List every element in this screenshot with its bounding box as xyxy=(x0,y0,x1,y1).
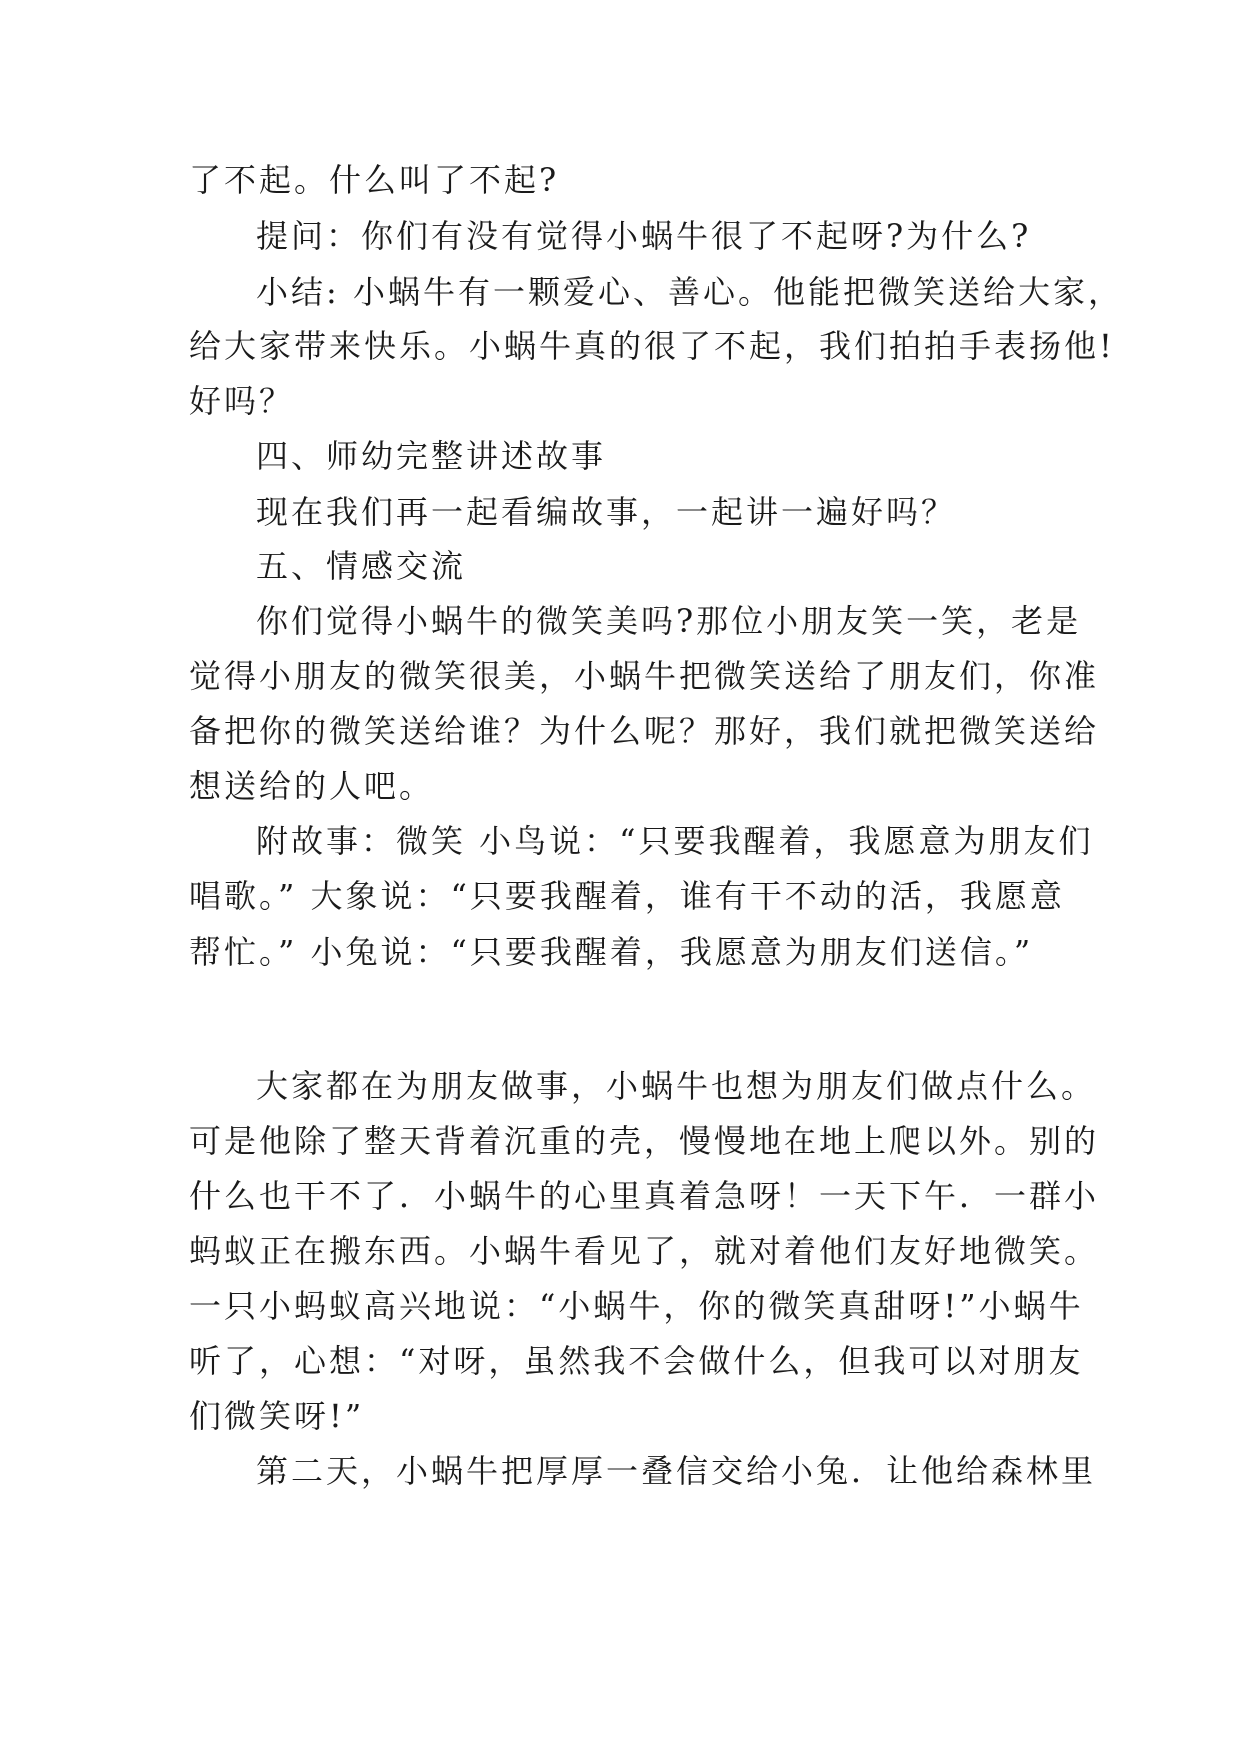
text-line: 什么也干不了．小蜗牛的心里真着急呀！一天下午．一群小 xyxy=(189,1177,1100,1215)
text-line: 们微笑呀!” xyxy=(189,1397,365,1435)
text-line: 听了，心想：“对呀，虽然我不会做什么，但我可以对朋友 xyxy=(189,1342,1084,1380)
text-line: 现在我们再一起看编故事，一起讲一遍好吗？ xyxy=(256,493,957,531)
text-line: 你们觉得小蜗牛的微笑美吗?那位小朋友笑一笑，老是 xyxy=(256,602,1082,640)
text-line: 可是他除了整天背着沉重的壳，慢慢地在地上爬以外。别的 xyxy=(189,1122,1100,1160)
text-line: 好吗？ xyxy=(189,382,295,420)
text-line: 一只小蚂蚁高兴地说：“小蜗牛，你的微笑真甜呀!”小蜗牛 xyxy=(189,1287,1084,1325)
text-line: 小结: 小蜗牛有一颗爱心、善心。他能把微笑送给大家， xyxy=(256,273,1123,311)
section-heading: 五、情感交流 xyxy=(256,547,467,585)
text-line: 第二天，小蜗牛把厚厚一叠信交给小兔．让他给森林里 xyxy=(256,1452,1097,1490)
text-line: 备把你的微笑送给谁？为什么呢？那好，我们就把微笑送给 xyxy=(189,712,1100,750)
text-line: 给大家带来快乐。小蜗牛真的很了不起，我们拍拍手表扬他! xyxy=(189,327,1115,365)
text-line: 帮忙。” 小兔说：“只要我醒着，我愿意为朋友们送信。” xyxy=(189,933,1034,971)
text-line: 附故事：微笑 小鸟说：“只要我醒着，我愿意为朋友们 xyxy=(256,822,1094,860)
text-line: 蚂蚁正在搬东西。小蜗牛看见了，就对着他们友好地微笑。 xyxy=(189,1232,1100,1270)
section-heading: 四、师幼完整讲述故事 xyxy=(256,437,607,475)
text-line: 大家都在为朋友做事，小蜗牛也想为朋友们做点什么。 xyxy=(256,1067,1097,1105)
text-line: 提问：你们有没有觉得小蜗牛很了不起呀?为什么? xyxy=(256,217,1032,255)
text-line: 想送给的人吧。 xyxy=(189,767,435,805)
text-line: 了不起。什么叫了不起? xyxy=(189,161,560,199)
text-line: 唱歌。” 大象说：“只要我醒着，谁有干不动的活，我愿意 xyxy=(189,877,1065,915)
text-line: 觉得小朋友的微笑很美，小蜗牛把微笑送给了朋友们，你准 xyxy=(189,657,1100,695)
